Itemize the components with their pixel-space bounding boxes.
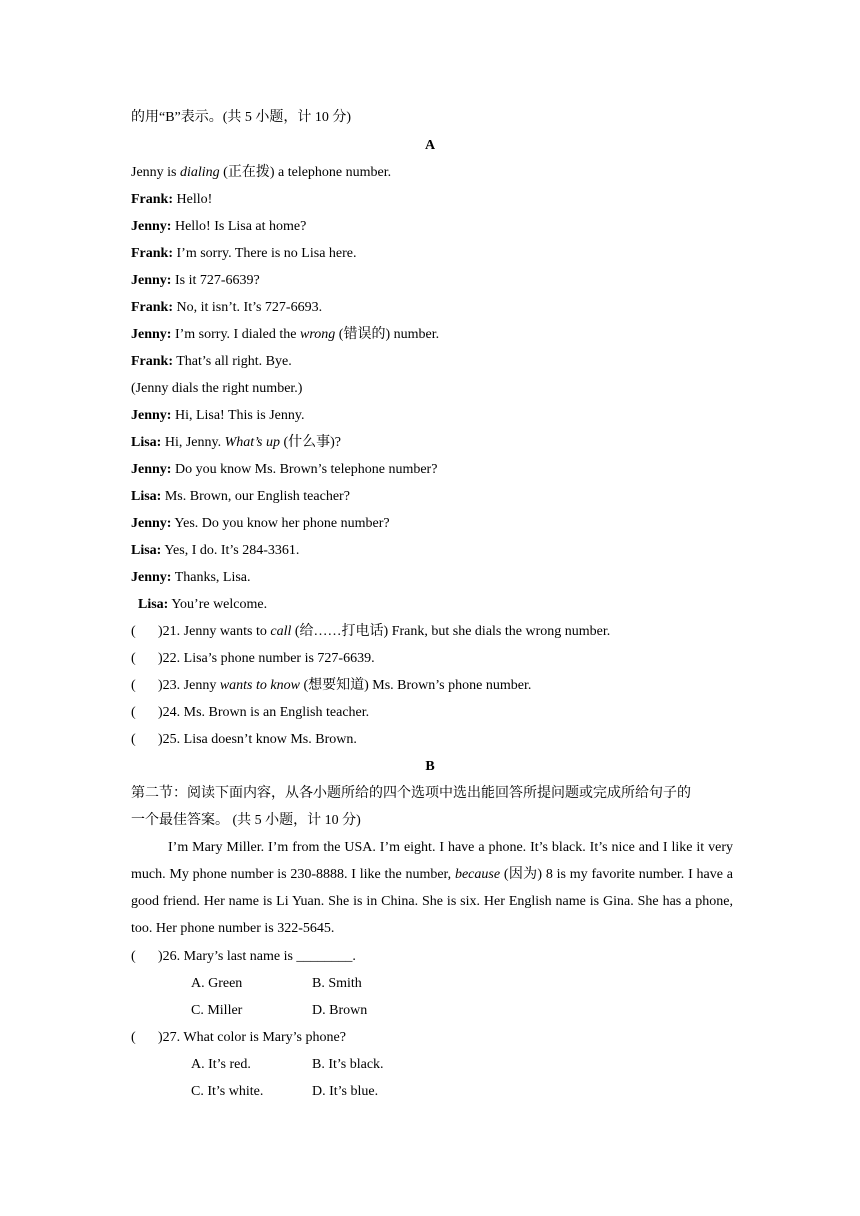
dialog-line: Jenny: Yes. Do you know her phone number? (131, 516, 390, 531)
option-d: D. It’s blue. (312, 1084, 379, 1099)
dialog-line: Jenny: Hi, Lisa! This is Jenny. (131, 408, 305, 423)
answer-blank: ( (131, 624, 136, 639)
answer-blank: ( (131, 651, 136, 666)
reading-passage: I’m Mary Miller. I’m from the USA. I’m eight. I have a phone. It’s black. It’s nice and I like it very much. My phone number is 230-8888. I like the number, because (因为) 8 is my favorite number. I have a good friend. Her name is Li Yuan. She is in China. She is six. Her English name is Gina. She has a phone, too. Her phone number is 322-5645. (131, 840, 733, 936)
question-24: ( )24. Ms. Brown is an English teacher. (131, 705, 370, 720)
section-b-instructions: 第二节：阅读下面内容，从各小题所给的四个选项中选出能回答所提问题或完成所给句子的 (131, 786, 691, 801)
dialog-line: Frank: I’m sorry. There is no Lisa here. (131, 246, 357, 261)
dialog-line: Frank: No, it isn’t. It’s 727-6693. (131, 300, 323, 315)
stage-direction: (Jenny dials the right number.) (131, 381, 303, 396)
dialog-line: Jenny: Do you know Ms. Brown’s telephone number? (131, 462, 438, 477)
instruction-continuation: 的用“B”表示。(共 5 小题，计 10 分) (131, 110, 352, 125)
dialog-line: Jenny: Thanks, Lisa. (131, 570, 251, 585)
dialog-line: Jenny: Hello! Is Lisa at home? (131, 219, 307, 234)
dialog-line: Lisa: You’re welcome. (138, 597, 268, 612)
dialog-line: Lisa: Hi, Jenny. What’s up (什么事)? (131, 435, 342, 450)
question-26: ( )26. Mary’s last name is ________. (131, 949, 356, 964)
question-25: ( )25. Lisa doesn’t know Ms. Brown. (131, 732, 357, 747)
section-b-instructions-cont: 一个最佳答案。 (共 5 小题，计 10 分) (131, 813, 361, 828)
answer-blank: ( (131, 678, 136, 693)
question-27: ( )27. What color is Mary’s phone? (131, 1030, 346, 1045)
answer-blank: ( (131, 705, 136, 720)
option-c: C. Miller (191, 1003, 243, 1018)
option-b: B. Smith (312, 976, 362, 991)
option-a: A. It’s red. (191, 1057, 251, 1072)
dialog-line: Frank: That’s all right. Bye. (131, 354, 292, 369)
question-21: ( )21. Jenny wants to call (给……打电话) Frank, but she dials the wrong number. (131, 624, 611, 639)
option-b: B. It’s black. (312, 1057, 384, 1072)
option-c: C. It’s white. (191, 1084, 264, 1099)
section-b-title: B (425, 759, 435, 774)
answer-blank: ( (131, 732, 136, 747)
dialog-line: Jenny: Is it 727-6639? (131, 273, 260, 288)
option-d: D. Brown (312, 1003, 368, 1018)
question-22: ( )22. Lisa’s phone number is 727-6639. (131, 651, 375, 666)
section-a-title: A (424, 138, 436, 153)
dialog-line: Lisa: Ms. Brown, our English teacher? (131, 489, 350, 504)
question-23: ( )23. Jenny wants to know (想要知道) Ms. Brown’s phone number. (131, 678, 532, 693)
dialog-intro: Jenny is dialing (正在拨) a telephone number. (131, 165, 392, 180)
dialog-line: Jenny: I’m sorry. I dialed the wrong (错误的) number. (131, 327, 440, 342)
dialog-line: Lisa: Yes, I do. It’s 284-3361. (131, 543, 300, 558)
answer-blank: ( (131, 949, 136, 964)
option-a: A. Green (191, 976, 243, 991)
answer-blank: ( (131, 1030, 136, 1045)
dialog-line: Frank: Hello! (131, 192, 213, 207)
